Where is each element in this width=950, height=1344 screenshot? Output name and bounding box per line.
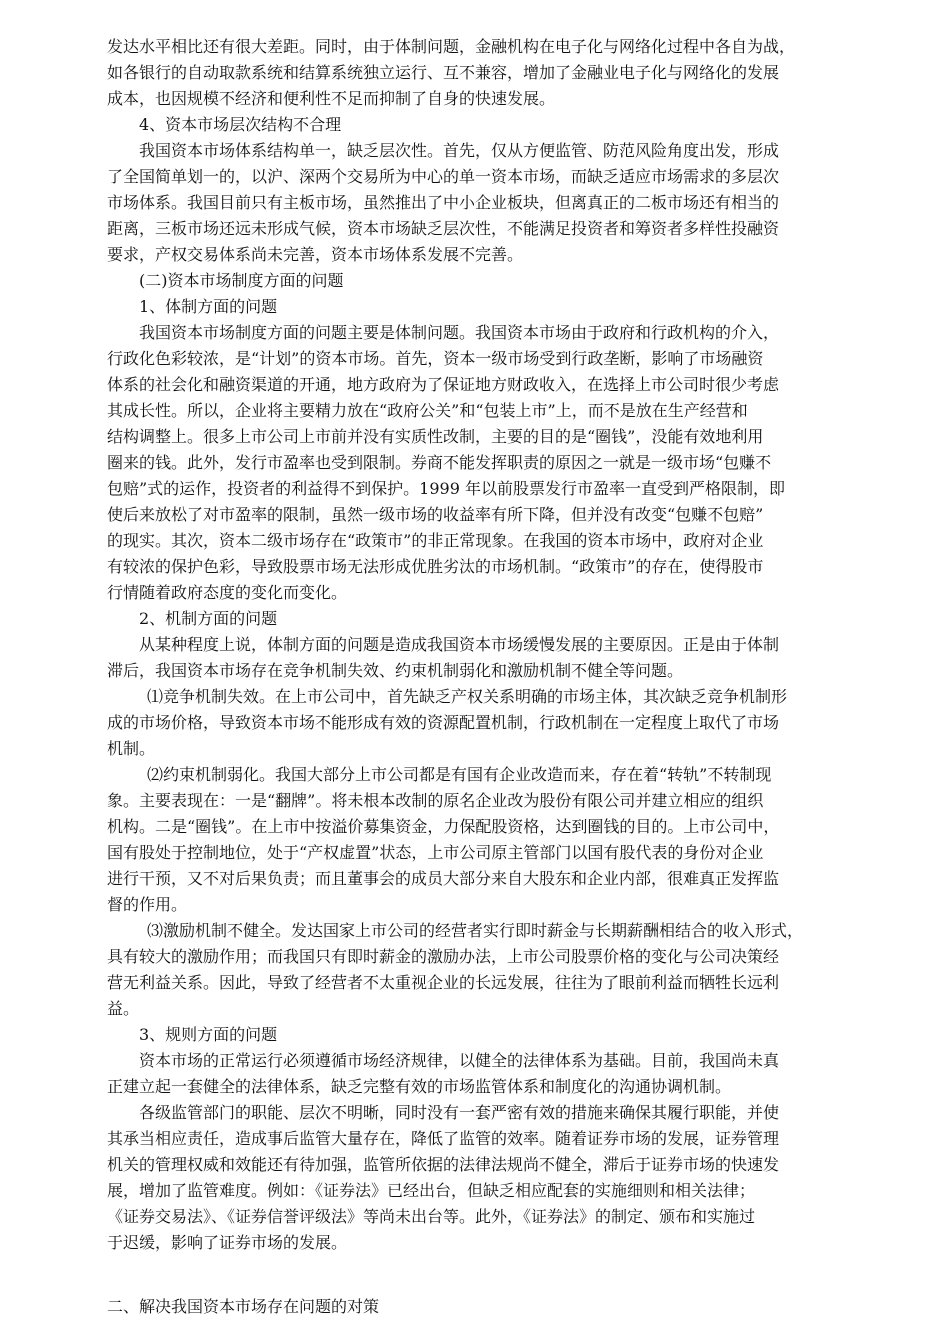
paragraph-line: 行政化色彩较浓，是“计划”的资本市场。首先，资本一级市场受到行政垄断，影响了市场融资: [107, 349, 764, 368]
paragraph-line: 各级监管部门的职能、层次不明晰，同时没有一套严密有效的措施来确保其履行职能，并使: [139, 1103, 780, 1122]
section-heading: 2、机制方面的问题: [139, 609, 278, 628]
paragraph-line: 益。: [107, 999, 140, 1018]
section-heading: 4、资本市场层次结构不合理: [139, 115, 342, 134]
paragraph-line: 资本市场的正常运行必须遵循市场经济规律，以健全的法律体系为基础。目前，我国尚未真: [139, 1051, 780, 1070]
paragraph-line: 进行干预，又不对后果负责；而且董事会的成员大部分来自大股东和企业内部，很难真正发挥监: [107, 869, 780, 888]
paragraph-line: 的现实。其次，资本二级市场存在“政策市”的非正常现象。在我国的资本市场中，政府对企业: [107, 531, 764, 550]
paragraph-line: 距离，三板市场还远未形成气候，资本市场缺乏层次性，不能满足投资者和筹资者多样性投融资: [107, 219, 780, 238]
paragraph-line: 行情随着政府态度的变化而变化。: [107, 583, 348, 602]
paragraph-line: 其成长性。所以，企业将主要精力放在“政府公关”和“包装上市”上，而不是放在生产经营和: [107, 401, 748, 420]
paragraph-line: 从某种程度上说，体制方面的问题是造成我国资本市场缓慢发展的主要原因。正是由于体制: [139, 635, 780, 654]
paragraph-line: 成本，也因规模不经济和便利性不足而抑制了自身的快速发展。: [107, 89, 556, 108]
section-heading: 3、规则方面的问题: [139, 1025, 278, 1044]
paragraph-line: 《证券交易法》、《证券信誉评级法》等尚未出台等。此外，《证券法》的制定、颁布和实施过: [107, 1207, 756, 1226]
paragraph-line: ⑶激励机制不健全。发达国家上市公司的经营者实行即时薪金与长期薪酬相结合的收入形式，: [147, 921, 804, 940]
paragraph-line: 我国资本市场体系结构单一，缺乏层次性。首先，仅从方便监管、防范风险角度出发，形成: [139, 141, 780, 160]
paragraph-line: 要求，产权交易体系尚未完善，资本市场体系发展不完善。: [107, 245, 524, 264]
paragraph-line: 使后来放松了对市盈率的限制，虽然一级市场的收益率有所下降，但并没有改变“包赚不包赔”: [107, 505, 764, 524]
paragraph-line: 我国资本市场制度方面的问题主要是体制问题。我国资本市场由于政府和行政机构的介入，: [139, 323, 780, 342]
paragraph-line: 营无利益关系。因此，导致了经营者不太重视企业的长远发展，往往为了眼前利益而牺牲长远利: [107, 973, 780, 992]
paragraph-line: 市场体系。我国目前只有主板市场，虽然推出了中小企业板块，但离真正的二板市场还有相当的: [107, 193, 780, 212]
paragraph-line: 展，增加了监管难度。例如：《证券法》已经出台，但缺乏相应配套的实施细则和相关法律；: [107, 1181, 756, 1200]
section-heading: 1、体制方面的问题: [139, 297, 278, 316]
paragraph-line: 发达水平相比还有很大差距。同时，由于体制问题，金融机构在电子化与网络化过程中各自为战，: [107, 37, 796, 56]
paragraph-line: 体系的社会化和融资渠道的开通，地方政府为了保证地方财政收入，在选择上市公司时很少考虑: [107, 375, 780, 394]
paragraph-line: 正建立起一套健全的法律体系，缺乏完整有效的市场监管体系和制度化的沟通协调机制。: [107, 1077, 732, 1096]
paragraph-line: ⑵约束机制弱化。我国大部分上市公司都是有国有企业改造而来，存在着“转轨”不转制现: [147, 765, 772, 784]
paragraph-line: 具有较大的激励作用；而我国只有即时薪金的激励办法，上市公司股票价格的变化与公司决策经: [107, 947, 780, 966]
paragraph-line: 了全国简单划一的，以沪、深两个交易所为中心的单一资本市场，而缺乏适应市场需求的多层次: [107, 167, 780, 186]
paragraph-line: 机构。二是“圈钱”。在上市中按溢价募集资金，力保配股资格，达到圈钱的目的。上市公司中，: [107, 817, 780, 836]
paragraph-line: ⑴竞争机制失效。在上市公司中，首先缺乏产权关系明确的市场主体，其次缺乏竞争机制形: [147, 687, 788, 706]
paragraph-line: 其承当相应责任，造成事后监管大量存在，降低了监管的效率。随着证券市场的发展，证券管理: [107, 1129, 780, 1148]
paragraph-line: 机关的管理权威和效能还有待加强，监管所依据的法律法规尚不健全，滞后于证券市场的快速发: [107, 1155, 780, 1174]
paragraph-line: 于迟缓，影响了证券市场的发展。: [107, 1233, 348, 1252]
chapter-heading: 二、解决我国资本市场存在问题的对策: [107, 1297, 380, 1316]
paragraph-line: 督的作用。: [107, 895, 188, 914]
paragraph-line: 包赔”式的运作，投资者的利益得不到保护。1999 年以前股票发行市盈率一直受到严格限制，即: [107, 479, 785, 498]
paragraph-line: 有较浓的保护色彩，导致股票市场无法形成优胜劣汰的市场机制。“政策市”的存在，使得股市: [107, 557, 764, 576]
paragraph-line: 结构调整上。很多上市公司上市前并没有实质性改制，主要的目的是“圈钱”，没能有效地利用: [107, 427, 764, 446]
paragraph-line: 如各银行的自动取款系统和结算系统独立运行、互不兼容，增加了金融业电子化与网络化的发展: [107, 63, 780, 82]
paragraph-line: 滞后，我国资本市场存在竞争机制失效、约束机制弱化和激励机制不健全等问题。: [107, 661, 684, 680]
section-heading: (二)资本市场制度方面的问题: [139, 271, 344, 290]
paragraph-line: 圈来的钱。此外，发行市盈率也受到限制。券商不能发挥职责的原因之一就是一级市场“包赚不: [107, 453, 772, 472]
paragraph-line: 象。主要表现在：一是“翻牌”。将未根本改制的原名企业改为股份有限公司并建立相应的组织: [107, 791, 764, 810]
paragraph-line: 国有股处于控制地位，处于“产权虚置”状态，上市公司原主管部门以国有股代表的身份对企业: [107, 843, 764, 862]
paragraph-line: 机制。: [107, 739, 156, 758]
paragraph-line: 成的市场价格，导致资本市场不能形成有效的资源配置机制，行政机制在一定程度上取代了市场: [107, 713, 780, 732]
